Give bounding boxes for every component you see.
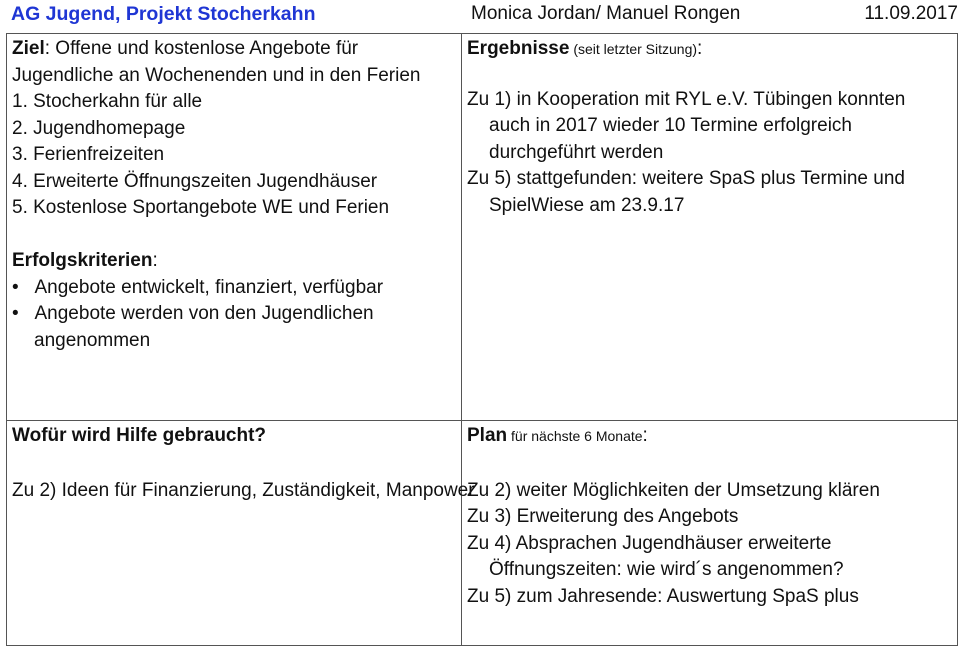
erfolg-bullet-text: Angebote entwickelt, finanziert, verfügbar [34, 276, 384, 298]
erfolg-bullet-text: Angebote werden von den Jugendlichen angenommen [34, 303, 374, 351]
hilfe-cell [7, 421, 475, 646]
hilfe-heading [12, 423, 456, 450]
spacer [467, 63, 952, 87]
ziel-statement [12, 36, 452, 89]
plan-heading [467, 423, 952, 450]
hilfe-label: Wofür wird Hilfe gebraucht? [12, 425, 267, 446]
ziel-item: 4. Erweiterte Öffnungszeiten Jugendhäuser [12, 170, 378, 192]
table-row [7, 421, 958, 646]
erfolg-bullet [12, 275, 456, 302]
spacer [12, 222, 456, 249]
ziel-item: 5. Kostenlose Sportangebote WE und Ferien [12, 197, 390, 218]
plan-item: Zu 4) Absprachen Jugendhäuser erweiterte Öffnungszeiten: wie wird´s angenommen? [467, 532, 844, 580]
plan-item: Zu 5) zum Jahresende: Auswertung SpaS plus [467, 585, 859, 607]
document-title: AG Jugend, Projekt Stocherkahn [11, 3, 316, 25]
plan-colon: : [642, 425, 648, 446]
document-authors: Monica Jordan/ Manuel Rongen [471, 3, 741, 24]
spacer [12, 450, 456, 478]
plan-label: Plan [467, 425, 508, 446]
bullet-icon: • [12, 276, 35, 298]
plan-cell [462, 421, 958, 646]
ergebnisse-label: Ergebnisse [467, 38, 570, 59]
ziel-item: 3. Ferienfreizeiten [12, 144, 165, 165]
hilfe-item: Zu 2) Ideen für Finanzierung, Zuständigkeit, Manpower [12, 479, 475, 501]
erfolg-heading [12, 248, 456, 275]
document-date: 11.09.2017 [864, 3, 958, 24]
bullet-icon: • [12, 303, 35, 324]
ziel-label: Ziel [12, 38, 45, 59]
erfolg-colon: : [152, 250, 158, 271]
table-row [7, 34, 958, 421]
ziel-cell [7, 34, 462, 421]
plan-item: Zu 2) weiter Möglichkeiten der Umsetzung klären [467, 479, 880, 501]
erfolg-bullet [12, 301, 454, 354]
ziel-text: : Offene und kostenlose Angebote für Jugendliche an Wochenenden und in den Ferien [12, 38, 421, 86]
ergebnisse-note: (seit letzter Sitzung) [569, 41, 698, 57]
spacer [467, 450, 952, 478]
ergebnisse-item: Zu 1) in Kooperation mit RYL e.V. Tübingen konnten auch in 2017 wieder 10 Termine erfolgreich durchgeführt werden [467, 88, 906, 163]
ergebnisse-cell [462, 34, 958, 421]
ziel-item: 1. Stocherkahn für alle [12, 91, 203, 112]
erfolg-label: Erfolgskriterien [12, 250, 153, 271]
ergebnisse-colon: : [697, 38, 703, 59]
status-table [6, 33, 958, 646]
ergebnisse-item: Zu 5) stattgefunden: weitere SpaS plus Termine und SpielWiese am 23.9.17 [467, 168, 905, 216]
plan-note: für nächste 6 Monate [507, 428, 643, 444]
document-header [8, 0, 958, 30]
ergebnisse-heading [467, 36, 952, 63]
ziel-item: 2. Jugendhomepage [12, 117, 186, 139]
plan-item: Zu 3) Erweiterung des Angebots [467, 506, 739, 527]
